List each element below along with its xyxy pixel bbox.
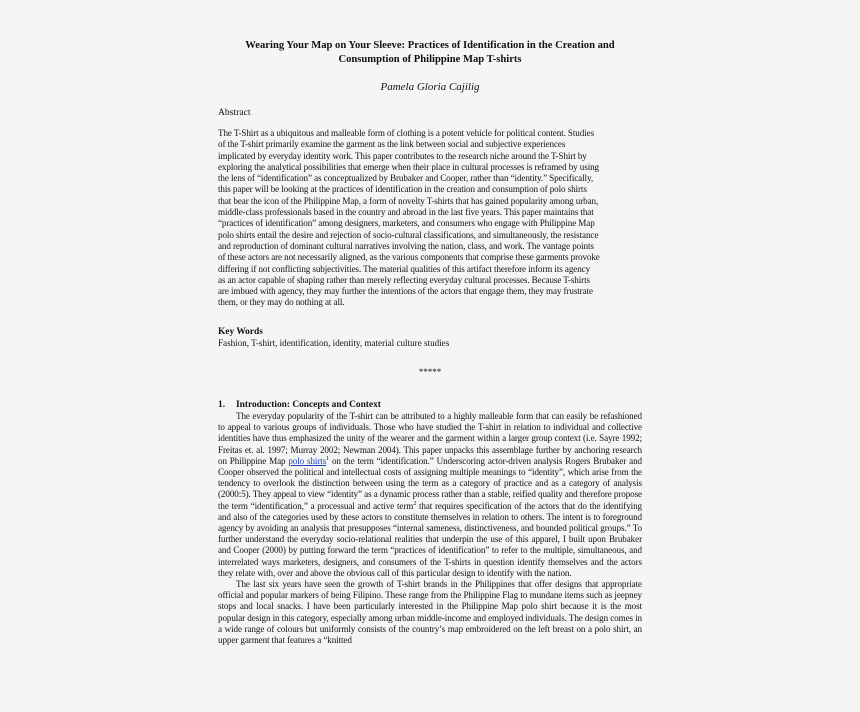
paragraph-text: that requires specification of the actors that do the identifying and also of the categories used by these actors to constitute themselves in relation to others. The intent is to foreground agency by avoiding an analysis that presupposes “internal sameness, distinctiveness, and bounded political groups.” To further understand the everyday socio-relational realities that underpin the use of this apparel, I built upon Brubaker and Cooper (2000) by putting forward the term “practices of identification” to refer to the multiple, simultaneous, and interrelated ways marketers, designers, and consumers of the T-shirts in question identify themselves and the actors they relate with, over and above the obvious call of this particular design to identify with the nation. [218,500,642,578]
abstract-line: polo shirts entail the desire and rejection of socio-cultural classifications, and simultaneously, the resistance [218,229,599,240]
paragraph-text: The everyday popularity of the T-shirt can be attributed to a highly malleable form that can easily be refashioned to appeal to various groups of individuals. Those who have studied the T-shirt in relation to individual and collective identities have thus emphasized the unity of the wearer and the garment within a larger group context (i.e. Sayre 1992; Freitas et. al. 1997; Murray 2002; Newman 2004). This paper unpacks this assemblage further by anchoring research on Philippine Map [218,411,642,466]
abstract-line: differing if not conflicting subjectivities. The material qualities of this artifact therefore inform its agency [218,263,591,274]
abstract-line: them, or they may do nothing at all. [218,297,345,308]
abstract-line: that bear the icon of the Philippine Map, a form of novelty T-shirts that has gained popularity among urban, [218,195,599,206]
abstract-line: middle-class professionals based in the country and abroad in the last five years. This paper maintains that [218,207,594,218]
section-body [218,411,642,646]
abstract-heading: Abstract [218,107,251,118]
section-title: Introduction: Concepts and Context [236,400,381,410]
abstract-line: The T-Shirt as a ubiquitous and malleable form of clothing is a potent vehicle for political content. Studies [218,128,595,138]
title-line-1: Wearing Your Map on Your Sleeve: Practices of Identification in the Creation and [245,40,615,51]
footnote-marker: 1 [326,455,330,462]
section-separator: ***** [418,367,442,377]
abstract-line: the lens of “identification” as conceptualized by Brubaker and Cooper, rather than “identity.” Specifically, [218,173,594,184]
paragraph-text: on the term “identification.” Underscoring actor-driven analysis Rogers Brubaker and Cooper observed the political and intellectual costs of assigning multiple meanings to “identity”, which arise from the tendency to overlook the distinction between using the term as a category of practice and as a category of analysis (2000:5). They appeal to view “identity” as a dynamic process rather than a stable, reified quality and therefore propose the term “identification,” a processual and active term [218,455,643,511]
abstract-line: “practices of identification” among designers, marketers, and consumers who engage with Philippine Map [218,218,595,229]
abstract-body [218,128,642,309]
paragraph: The last six years have seen the growth of T-shirt brands in the Philippines that offer designs that appropriate official and popular markers of being Filipino. These range from the Philippine Flag to mundane items such as jeepney stops and local snacks. I have been particularly interested in the Philippine Map polo shirt because it is the most popular design in this category, especially among urban middle-income and employed individuals. The design comes in a wide range of colours but uniformly consists of the country’s map embroidered on the left breast on a polo shirt, an upper garment that features a “knitted [218,579,642,646]
keywords-list: Fashion, T-shirt, identification, identity, material culture studies [218,338,450,348]
abstract-line: exploring the analytical possibilities that emerge when their place in cultural processes is reframed by using [218,161,600,172]
abstract-line: of these actors are not necessarily aligned, as the various components that comprise these garments provoke [218,252,600,263]
footnote-marker: 2 [413,500,417,507]
paragraph [218,411,642,579]
author-name: Pamela Gloria Cajilig [380,81,480,93]
abstract-line: this paper will be looking at the practices of identification in the creation and consumption of polo shirts [218,184,587,195]
abstract-line: implicated by everyday identity work. This paper contributes to the research niche around the T-Shirt by [218,150,587,161]
abstract-line: are imbued with agency, they may further the intentions of the actors that engage them, they may frustrate [218,286,593,297]
section-number: 1. [218,400,226,410]
polo-shirts-link[interactable]: polo shirts [288,455,327,466]
keywords-heading: Key Words [218,327,263,337]
paper-title [218,39,642,67]
title-line-2: Consumption of Philippine Map T-shirts [338,54,522,65]
abstract-line: as an actor capable of shaping rather than merely reflecting everyday cultural processes. Because T-shirts [218,274,590,285]
section-heading [218,400,642,410]
abstract-line: and reproduction of dominant cultural narratives involving the nation, class, and work. The vantage points [218,240,594,251]
abstract-line: of the T-shirt primarily examine the garment as the link between social and subjective experiences [218,139,566,150]
